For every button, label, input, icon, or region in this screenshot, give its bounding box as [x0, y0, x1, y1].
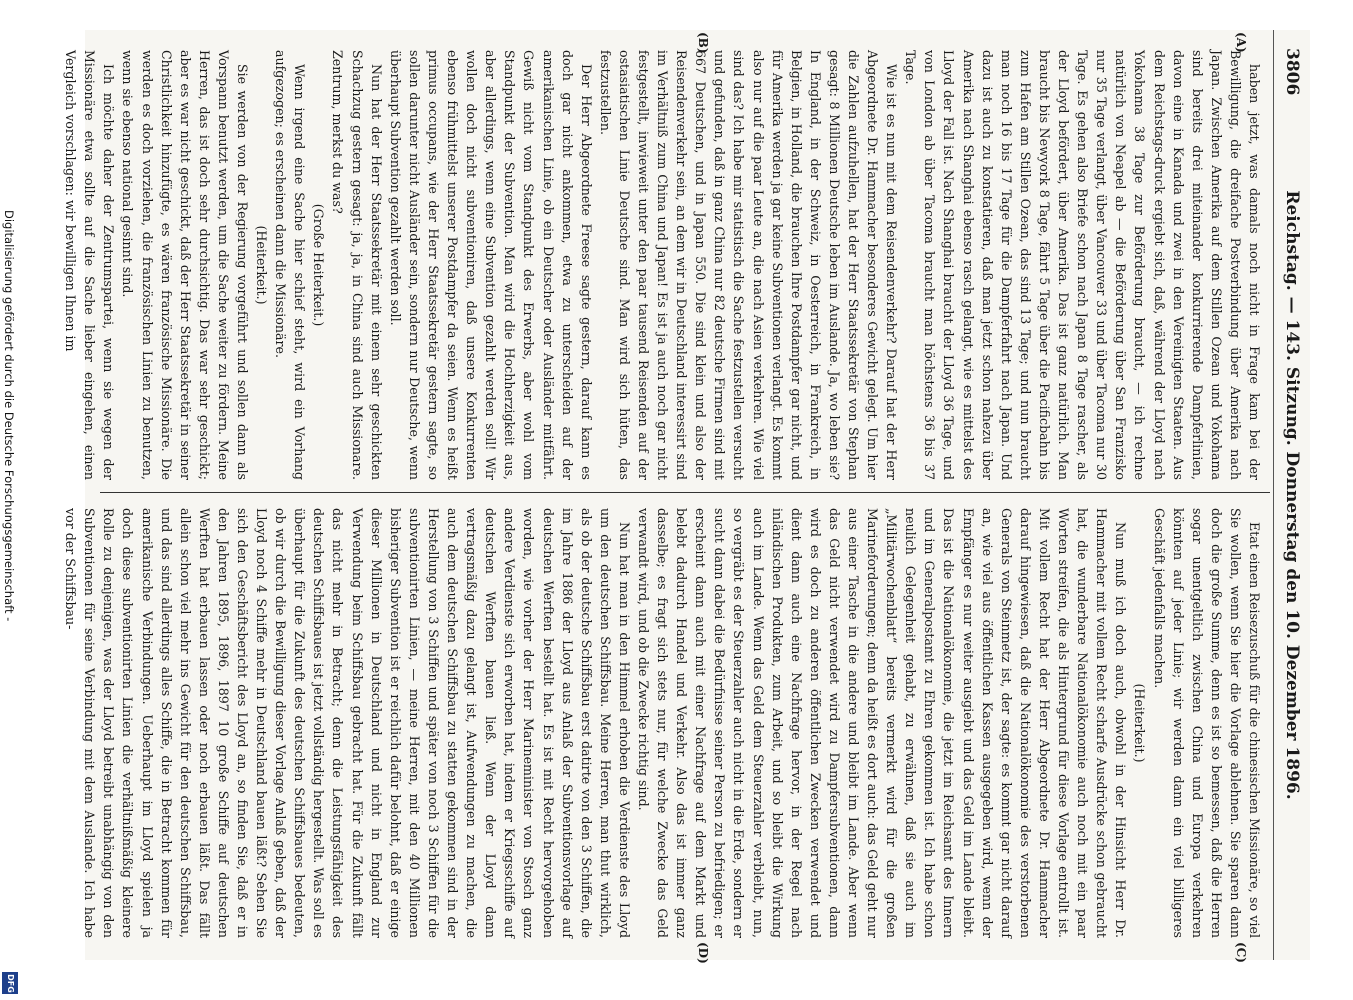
- paragraph: Sie werden von der Regierung vorgeführt und sollen dann als Vorspann benutzt werden, um die Sache weiter zu fördern. Meine Herren, das ist doch sehr durchsichtig. Das war sehr geschickt; aber es war nicht geschickt, daß der Herr Staatssekretär in seiner Christlichkeit hinzufügte, es wären französische Missionäre. Die werden es doch vorziehen, die französischen Linien zu benutzen, wenn sie ebenso national gesinnt sind.: [120, 50, 251, 480]
- page-title: Reichstag. — 143. Sitzung. Donnerstag den 10. Dezember 1896.: [1282, 190, 1302, 800]
- interjection: (Große Heiterkeit.): [311, 203, 327, 327]
- funding-credit: Digitalisierung gefördert durch die Deutsche Forschungsgemeinschaft -: [2, 210, 16, 622]
- digitization-footer: [2, 210, 18, 993]
- margin-marker-b: (B): [696, 32, 710, 54]
- paragraph: Der Herr Abgeordnete Freese sagte gestern, darauf kann es doch gar nicht ankommen, etwa zu unterscheiden auf der amerikanischen Linie, ob ein Deutscher oder Ausländer mitfährt. Gewiß nicht vom Standpunkt des Erwerbs, aber wohl vom Standpunkt der Subvention. Man wird die Hochherzigkeit aus, aber allerdings, wenn eine Subvention gezahlt werden soll! Wir wollen doch nicht subventioniren, daß unsere Konkurrenten ebenso frühmittelst unserer Postdampfer da seien. Wenn es heißt primus occupans, wie der Herr Staatssekretär gestern sagte, so sollen darunter nicht Ausländer sein, sondern nur Deutsche, wenn überhaupt Subvention gezahlt werden soll.: [387, 50, 594, 480]
- document-page: [63, 30, 1310, 964]
- paragraph: Wenn irgend eine Sache hier schief steht, wird ein Vorhang aufgezogen; es erscheinen dann die Missionäre.: [273, 50, 308, 480]
- dfg-logo-text: DFG: [5, 973, 15, 993]
- margin-marker-d: (D): [696, 942, 710, 964]
- paragraph: Ich möchte daher der Zentrumspartei, wenn sie wegen der Missionäre etwa sollte auf die Sache lieber eingehen, einen Vergleich vorschlagen: wir bewilligen Ihnen im: [63, 50, 117, 480]
- paragraph: Nun muß ich doch auch, obwohl in der Hinsicht Herr Dr. Hammacher mit vollem Recht scharfe Ausdrücke schon gebraucht hat, die wunderbare Nationalökonomie auch noch mit ein paar Worten streifen, die als Hintergrund für diese Vorlage entrollt ist. Mit vollem Recht hat der Herr Abgeordnete Dr. Hammacher darauf hingewiesen, daß die Nationalökonomie des verstorbenen Generals von Steinmetz ist, der sagte: es kommt gar nicht darauf an, wie viel aus öffentlichen Kassen ausgegeben wird, wenn der Empfänger es nur weiter ausgiebt und das Geld im Lande bleibt. Das ist die Nationalökonomie, die jetzt im Reichsamt des Innern und im Generalpostamt zu Ehren gekommen ist. Ich habe schon neulich Gelegenheit gehabt, zu erwähnen, daß sie auch im „Militärwochenblatt“ bereits vermerkt wird für die großen Marineforderungen; denn da heißt es dort auch: das Geld geht nur aus einer Tasche in die andere und bleibt im Lande. Aber wenn das Geld nicht verwendet wird zu Dampfersubventionen, dann wird es doch zu anderen öffentlichen Zwecken verwendet und dient dann auch eine Nachfrage hervor, in der Regel nach inländischen Produkten, zum Arbeit, und so bleibt die Wirkung auch im Lande. Wenn das Geld dem Steuerzahler verbleibt, nun, so vergräbt es der Steuerzahler auch nicht in die Erde, sondern er sucht dann dabei die Bedürfnisse seiner Person zu befriedigen; er erscheint dann auch mit einer Nachfrage auf dem Markt und belebt dadurch Handel und Verkehr. Also das ist immer ganz dasselbe; es fragt sich stets nur, für welche Zwecke das Geld verwandt wird, und ob die Zwecke richtig sind.: [636, 508, 1129, 938]
- paragraph: Etat einen Reisezuschuß für die chinesischen Missionäre, so viel Sie wollen, wenn Sie hier die Vorlage ablehnen. Sie sparen dann doch die große Summe, denn es ist so bemessen, daß die Herren sogar unentgeltlich zwischen China und Europa verkehren könnten auf jeder Linie; wir werden dann ein viel billigeres Geschäft jedenfalls machen.: [1151, 508, 1262, 938]
- paragraph: Nun hat man in den Himmel erhoben die Verdienste des Lloyd um den deutschen Schiffsbau. Meine Herren, man thut wirklich, als ob der deutsche Schiffsbau erst datirte von den 3 Schiffen, die im Jahre 1886 der Lloyd aus Anlaß der Subventionsvorlage auf deutschen Werften bestellt hat. Es ist mit Recht hervorgehoben worden, wie vorher der Herr Marineminister von Stosch ganz andere Verdienste sich erworben hat, indem er Kriegsschiffe auf deutschen Werften bauen ließ. Wenn der Lloyd dann vertragsmäßig dazu gelangt ist, Aufwendungen zu machen, die auch dem deutschen Schiffsbau zu statten gekommen sind in der Herstellung von 3 Schiffen und später von noch 3 Schiffen für die subventionirten Linien, — meine Herren, mit den 40 Millionen bisheriger Subvention ist er reichlich dafür belohnt, daß er einige dieser Millionen in Deutschland und nicht in England zur Verwendung beim Schiffsbau gebracht hat. Für die Zukunft fällt das nicht mehr in Betracht; denn die Leistungsfähigkeit des deutschen Schiffsbaues ist jetzt vollständig hergestellt. Was soll es überhaupt für die Zukunft des deutschen Schiffsbaues bedeuten, ob wir durch die Bewilligung dieser Vorlage Anlaß geben, daß der Lloyd noch 4 Schiffe mehr in Deutschland bauen läßt? Sehen Sie sich den Geschäftsbericht des Lloyd an, so finden Sie, daß er in den Jahren 1895, 1896, 1897 10 große Schiffe auf deutschen Werften hat erbauen lassen oder noch erbauen läßt. Das fällt allein schon viel mehr ins Gewicht für den deutschen Schiffsbau, und das sind allerdings alles Schiffe, die in Betracht kommen für amerikanische Verbindungen. Ueberhaupt im Lloyd spielen ja doch diese subventionirten Linien die verhältnißmäßig kleinere Rolle zu denjenigen, was der Lloyd betreibt unabhängig von den Subventionen für seine Verbindung mit dem Auslande. Ich habe vor der Schiffsbau-: [63, 508, 632, 938]
- paragraph: Nun hat der Herr Staatssekretär mit einem sehr geschickten Schachzug gestern gesagt: ja, ja, in China sind auch Missionare. Zentrum, merkst du was?: [330, 50, 384, 480]
- page-header: [1273, 30, 1310, 960]
- paragraph: haben jetzt, was damals noch nicht in Frage kam bei der Bewilligung, die dreifache Postverbindung über Amerika nach Japan. Zwischen Amerika auf dem Stillen Ozean und Yokohama sind bereits drei miteinander konkurrierende Dampferlinien, davon eine in Kanada und zwei in den Vereinigten Staaten. Aus dem Reichstags-druck ergiebt sich, daß, während der Lloyd nach Yokohama 38 Tage zur Beförderung braucht, — ich rechne natürlich von Neapel ab — die Beförderung über San Franzisko nur 35 Tage verlangt, über Vancouver 33 und über Tacoma nur 30 Tage. Es gehen also Briefe schon nach Japan 8 Tage rascher, als der Lloyd befördert, über Amerika. Das ist ganz natürlich. Man braucht bis Newyork 8 Tage, fährt 5 Tage über die Pacificbahn bis zum Hafen am Stillen Ozean, das sind 13 Tage; und nun braucht man noch 16 bis 17 Tage für die Dampferfahrt nach Japan. Und dazu ist auch zu konstatieren, daß man jetzt schon nahezu über Amerika nach Shanghai ebenso rasch gelangt, wie es mittelst des Lloyd der Fall ist. Nach Shanghai braucht der Lloyd 36 Tage, und von London ab über Tacoma braucht man höchstens 36 bis 37 Tage.: [903, 50, 1262, 480]
- right-column: [63, 508, 1264, 938]
- paragraph: Wie ist es nun mit dem Reisendenverkehr? Darauf hat der Herr Abgeordnete Dr. Hammacher besonderes Gewicht gelegt. Um hier die Zahlen aufzuhellen, hat der Herr Staatssekretär von Stephan gesagt: 8 Millionen Deutsche leben im Auslande. Ja, wo leben sie? In England, in der Schweiz, in Oesterreich, in Frankreich, in Belgien, in Holland, die brauchen Ihre Postdampfer gar nicht, und für Amerika werden ja gar keine Subventionen verlangt. Es kommt also nur auf die paar Leute an, die nach Asien verkehren. Wie viel sind das? Ich habe mir statistisch die Sache festzustellen versucht und gefunden, daß in ganz China nur 82 deutsche Firmen sind mit 667 Deutschen, und in Japan 550. Die sind klein und also der Reisendenverkehr sein, an dem wir in Deutschland interessirt sind im Verhältniß zum China und Japan! Es ist ja auch noch gar nicht festgestellt, inwieweit unter den paar tausend Reisenden auf der ostasiatischen Linie Deutsche sind. Man wird sich hüten, das festzustellen.: [597, 50, 900, 480]
- interjection: (Heiterkeit.): [254, 225, 270, 305]
- left-column: [63, 50, 1264, 480]
- page-number: 3806: [1282, 48, 1302, 96]
- interjection: (Heiterkeit.): [1132, 683, 1148, 763]
- margin-marker-c: (C): [1234, 942, 1248, 963]
- dfg-logo: [2, 972, 18, 994]
- margin-marker-a: (A): [1234, 32, 1248, 53]
- column-divider: [100, 492, 1270, 493]
